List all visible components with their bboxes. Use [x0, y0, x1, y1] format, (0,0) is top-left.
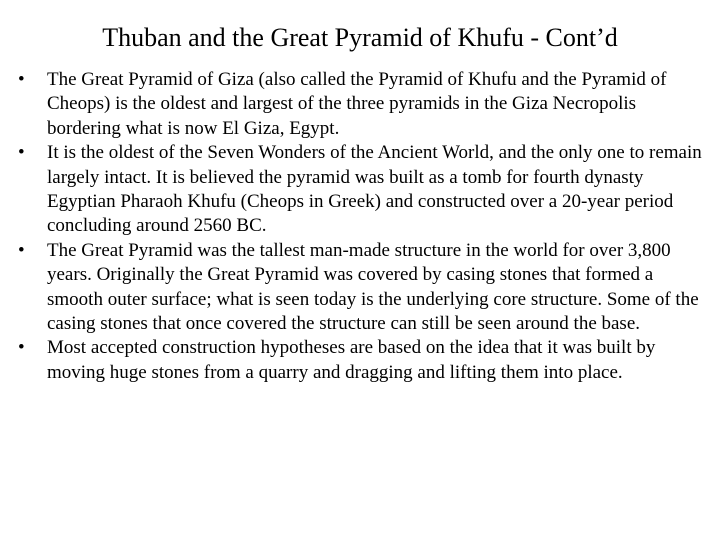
bullet-text-4: Most accepted construction hypotheses are based on the idea that it was built by moving huge stones from a quarry and dragging and lifting them into place.	[47, 337, 656, 383]
bullet-item-1	[18, 68, 708, 141]
bullet-dot-icon: •	[18, 69, 25, 90]
bullet-text-2: It is the oldest of the Seven Wonders of the Ancient World, and the only one to remain largely intact. It is believed the pyramid was built as a tomb for fourth dynasty Egyptian Pharaoh Khufu (Cheops in Greek) and constructed over a 20-year period concluding around 2560 BC.	[47, 142, 702, 237]
bullet-text-3: The Great Pyramid was the tallest man-made structure in the world for over 3,800 years. Originally the Great Pyramid was covered by casing stones that formed a smooth outer surface; what is seen today is the underlying core structure. Some of the casing stones that once covered the structure can still be seen around the base.	[47, 239, 699, 335]
bullet-text-1: The Great Pyramid of Giza (also called the Pyramid of Khufu and the Pyramid of Cheops) is the oldest and largest of the three pyramids in the Giza Necropolis bordering what is now El Giza, Egypt.	[47, 69, 667, 139]
bullet-item-4	[18, 336, 708, 385]
bullet-item-3	[18, 239, 708, 337]
bullet-dot-icon: •	[18, 337, 25, 359]
bullet-list	[18, 68, 708, 385]
bullet-item-2	[18, 141, 708, 239]
bullet-dot-icon: •	[18, 142, 25, 164]
slide-title: Thuban and the Great Pyramid of Khufu - Cont’d	[102, 23, 618, 52]
bullet-dot-icon: •	[18, 239, 25, 261]
